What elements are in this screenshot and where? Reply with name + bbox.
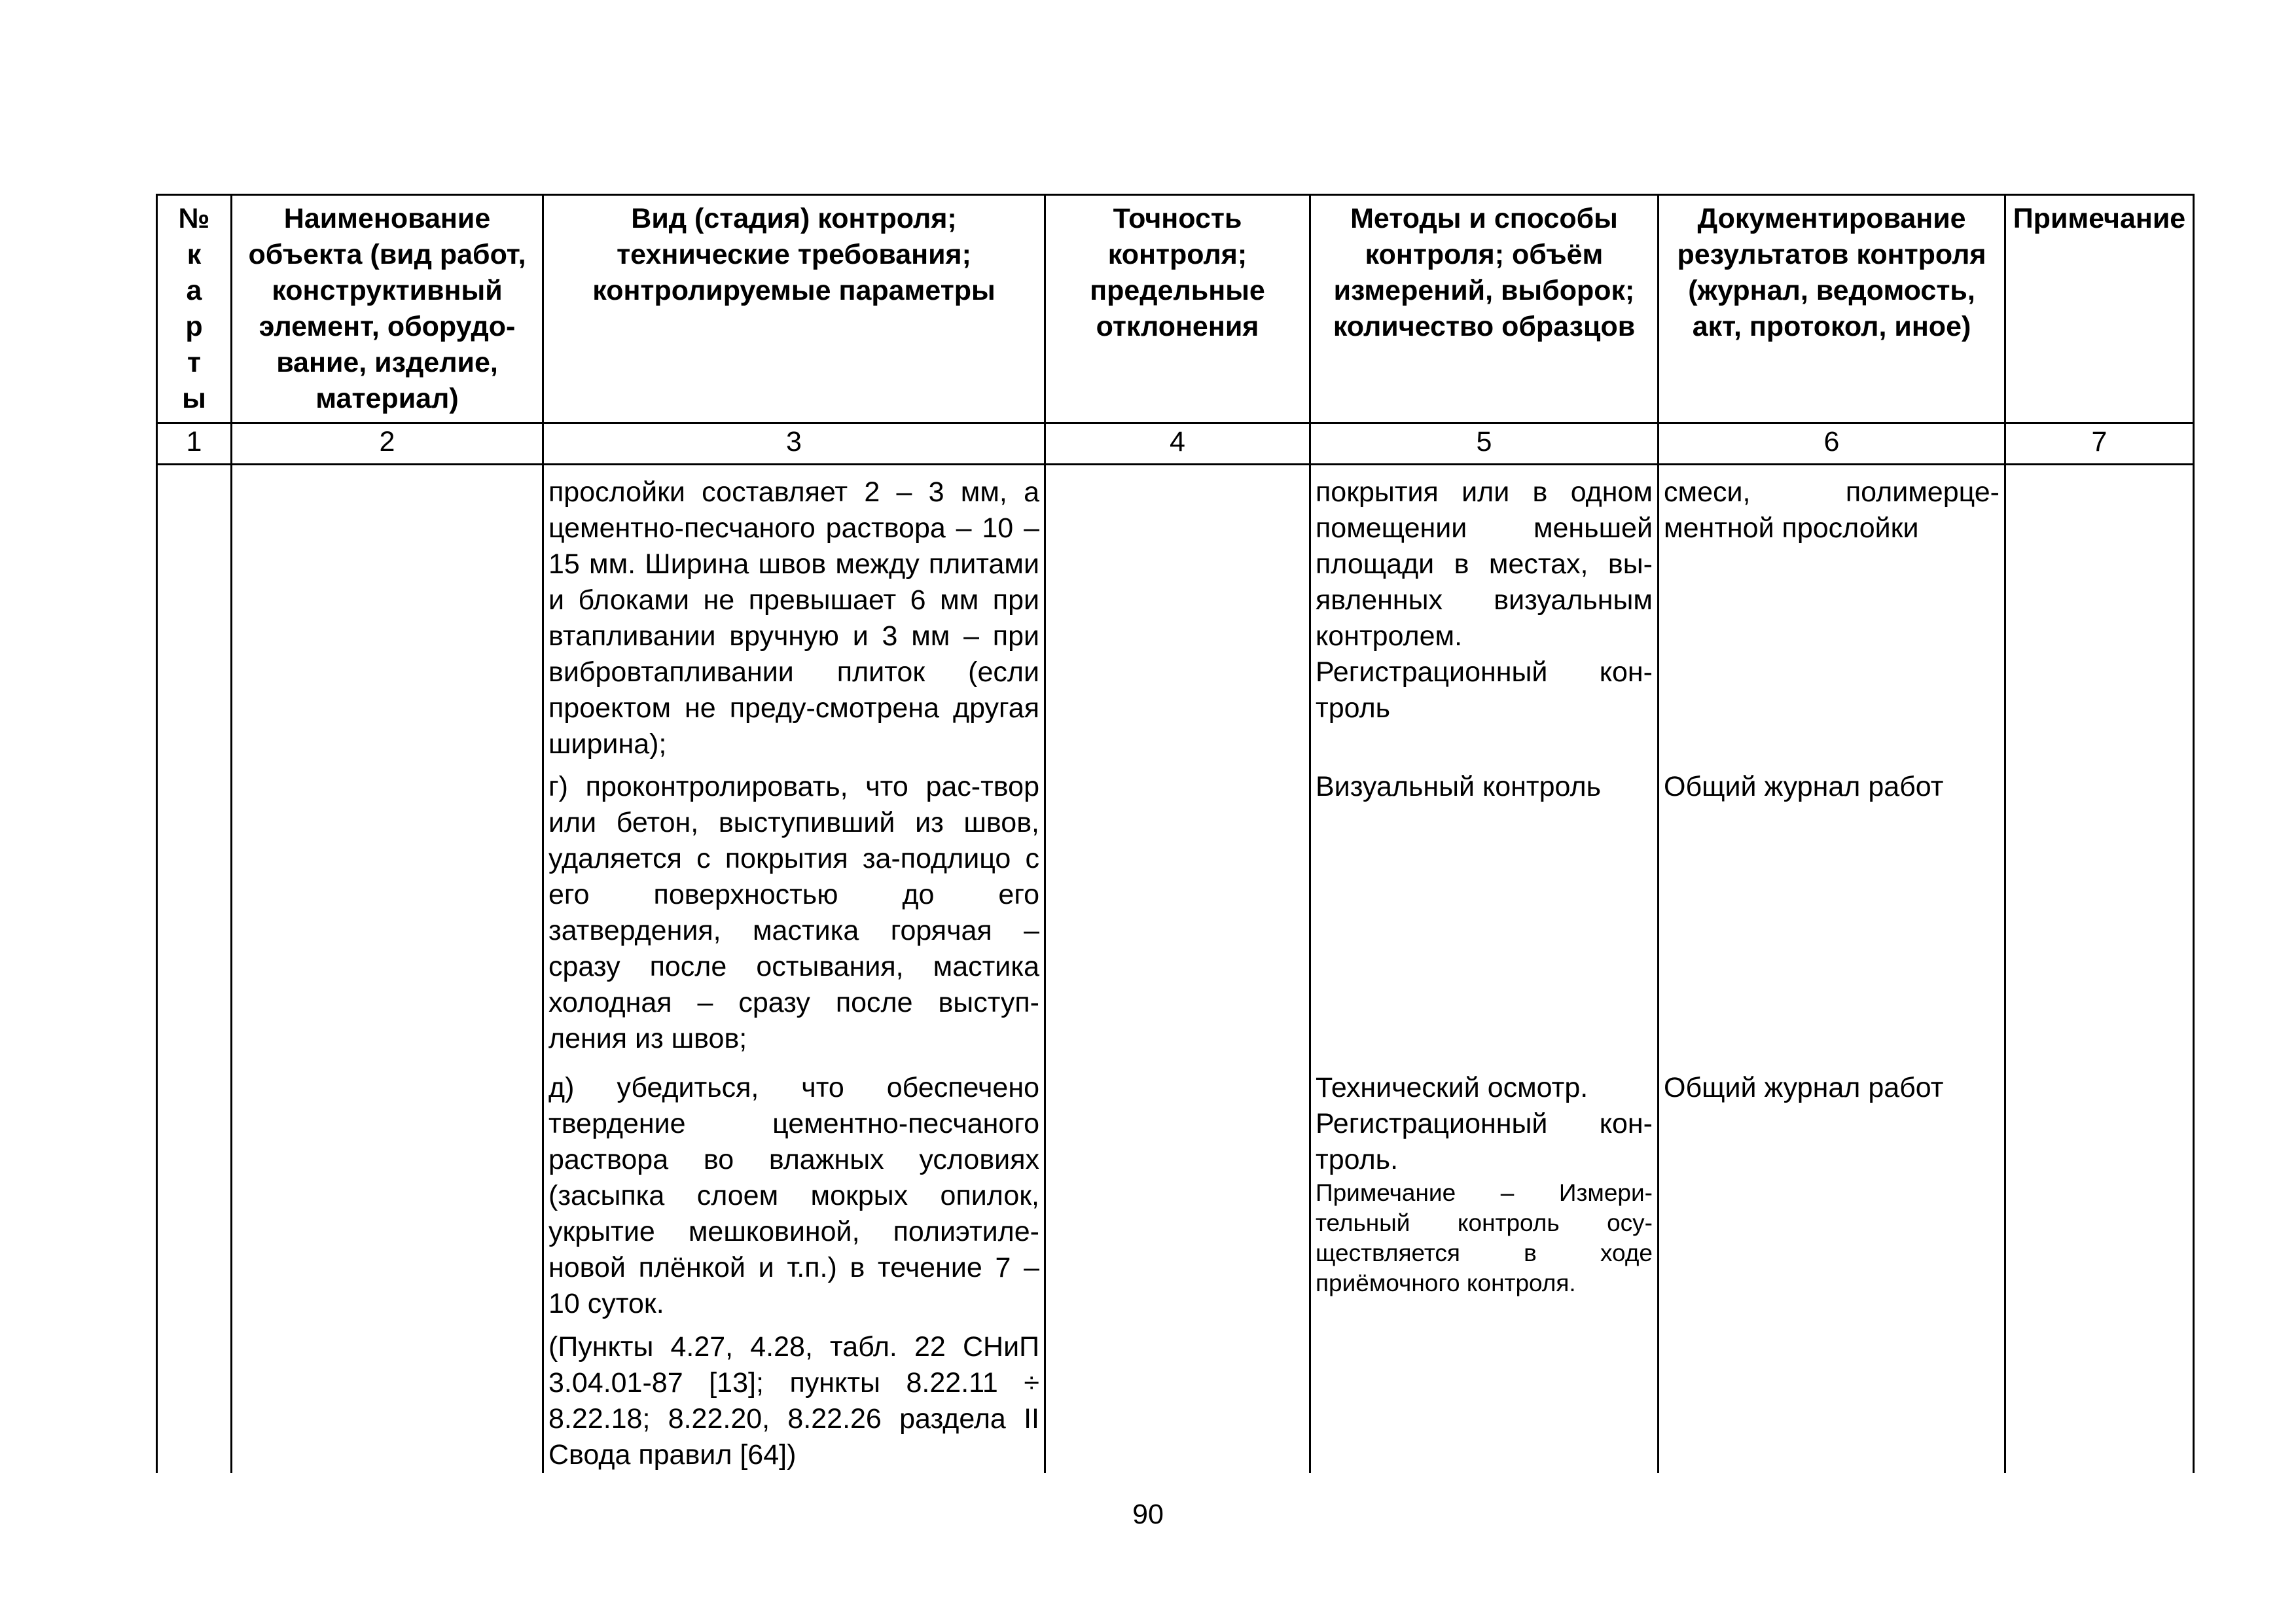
column-number: 2 bbox=[232, 423, 543, 465]
page-number: 90 bbox=[1132, 1499, 1164, 1530]
header-card-number bbox=[157, 195, 232, 423]
column-number-row bbox=[157, 423, 2194, 465]
requirement-paragraph: г) проконтролировать, что рас-твор или бетон, выступивший из швов, удаляется с покрытия за-подлицо с его поверхностью до его затвердения, мастика горячая – сразу после остывания, мастика холодная – сразу после выступ-ления из швов; bbox=[548, 771, 1039, 1054]
column-number: 5 bbox=[1310, 423, 1659, 465]
header-card-number-char: № bbox=[178, 203, 210, 234]
method-paragraph: Регистрационный кон-троль bbox=[1316, 656, 1653, 724]
body-row bbox=[157, 465, 2194, 1474]
requirement-paragraph: прослойки составляет 2 – 3 мм, а цементно-песчаного раствора – 10 – 15 мм. Ширина швов между плитами и блоками не превышает 6 мм при втапливании вручную и 3 мм – при вибровтапливании плиток (если проектом не преду-смотрена другая ширина); bbox=[548, 476, 1039, 760]
column-number: 7 bbox=[2005, 423, 2194, 465]
column-number: 4 bbox=[1045, 423, 1310, 465]
header-accuracy: Точность контроля; предельные отклонения bbox=[1045, 195, 1310, 423]
body-cell-documentation bbox=[1659, 465, 2005, 1474]
method-paragraph: Регистрационный кон-троль. bbox=[1316, 1108, 1653, 1175]
header-card-number-char: р bbox=[185, 311, 203, 342]
method-note: Примечание – Измери-тельный контроль осу-ществляется в ходе приёмочного контроля. bbox=[1316, 1179, 1653, 1296]
column-number: 1 bbox=[157, 423, 232, 465]
body-cell-requirements bbox=[543, 465, 1045, 1474]
column-number: 6 bbox=[1659, 423, 2005, 465]
body-cell-methods bbox=[1310, 465, 1659, 1474]
control-table bbox=[156, 194, 2195, 1473]
body-cell-object-name bbox=[232, 465, 543, 1474]
header-card-number-char: а bbox=[186, 275, 202, 306]
method-paragraph: Визуальный контроль bbox=[1316, 771, 1602, 802]
column-number: 3 bbox=[543, 423, 1045, 465]
header-card-number-char: к bbox=[187, 239, 202, 270]
method-paragraph: покрытия или в одном помещении меньшей площади в местах, вы-явленных визуальным контролем. bbox=[1316, 476, 1653, 652]
body-cell-accuracy bbox=[1045, 465, 1310, 1474]
documentation-paragraph: смеси, полимерце-ментной прослойки bbox=[1664, 476, 2000, 544]
header-documentation: Документирование результатов контроля (журнал, ведомость, акт, протокол, иное) bbox=[1659, 195, 2005, 423]
requirement-reference: (Пункты 4.27, 4.28, табл. 22 СНиП 3.04.01-87 [13]; пункты 8.22.11 ÷ 8.22.18; 8.22.20, 8.22.26 раздела II Свода правил [64]) bbox=[548, 1331, 1039, 1471]
header-methods: Методы и способы контроля; объём измерений, выборок; количество образцов bbox=[1310, 195, 1659, 423]
header-object-name: Наименование объекта (вид работ, конструктивный элемент, оборудо-вание, изделие, материал) bbox=[232, 195, 543, 423]
header-row bbox=[157, 195, 2194, 423]
header-control-type: Вид (стадия) контроля; технические требования; контролируемые параметры bbox=[543, 195, 1045, 423]
requirement-paragraph: д) убедиться, что обеспечено твердение цементно-песчаного раствора во влажных условиях (засыпка слоем мокрых опилок, укрытие мешковиной, полиэтиле-новой плёнкой и т.п.) в течение 7 – 10 суток. bbox=[548, 1072, 1039, 1319]
body-cell-note bbox=[2005, 465, 2194, 1474]
documentation-paragraph: Общий журнал работ bbox=[1664, 1072, 1944, 1103]
documentation-paragraph: Общий журнал работ bbox=[1664, 771, 1944, 802]
header-note: Примечание bbox=[2005, 195, 2194, 423]
header-card-number-char: т bbox=[187, 347, 202, 378]
method-paragraph: Технический осмотр. bbox=[1316, 1072, 1588, 1103]
header-card-number-char: ы bbox=[182, 383, 206, 414]
body-cell-card-number bbox=[157, 465, 232, 1474]
